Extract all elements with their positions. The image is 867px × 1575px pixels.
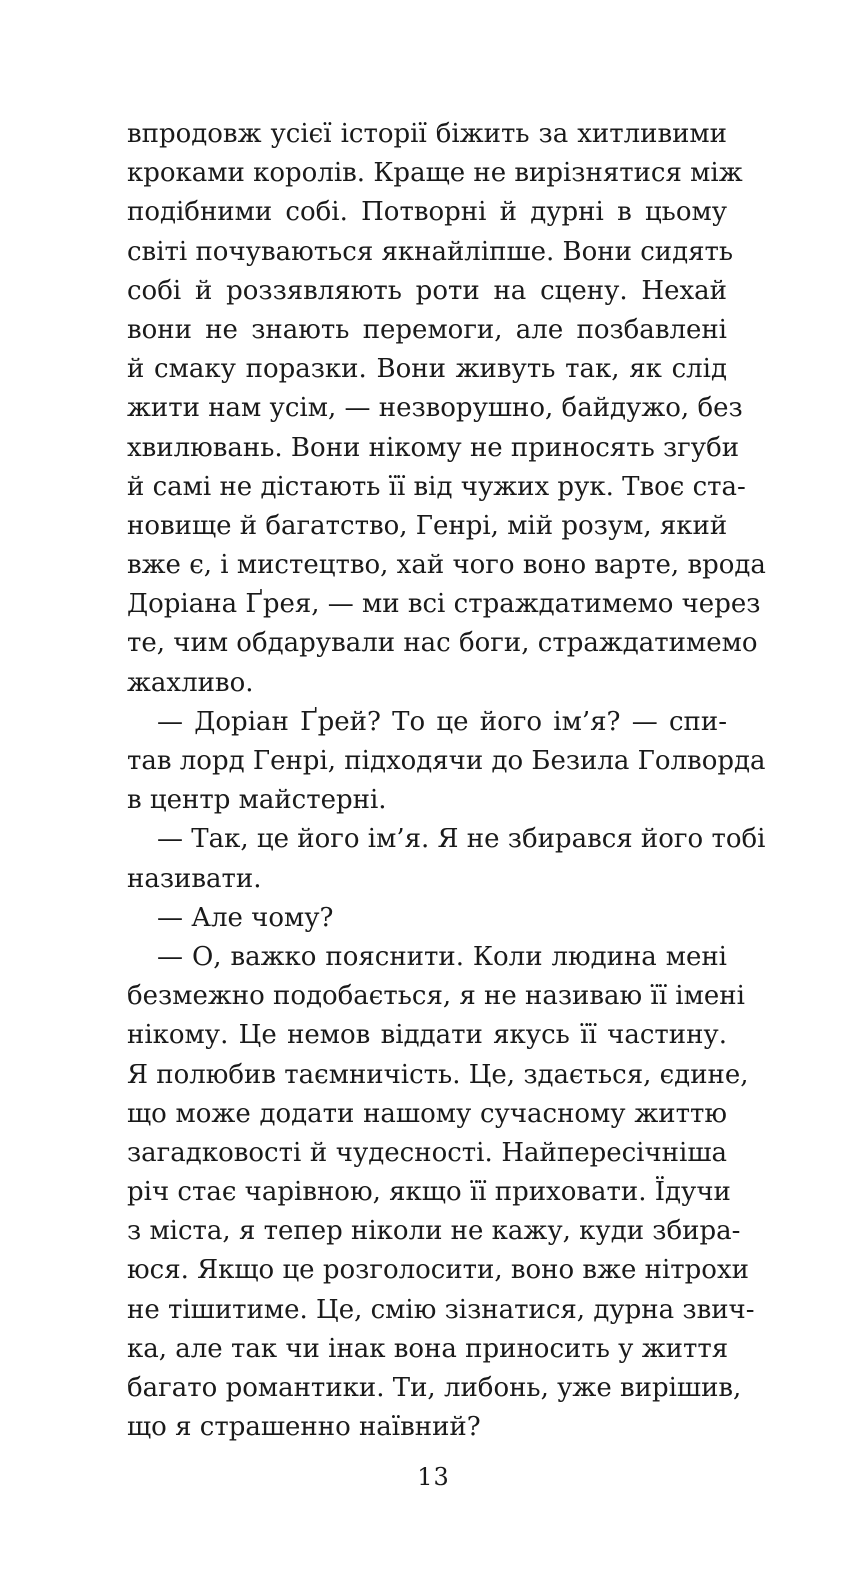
- text-line: собі й роззявляють роти на сцену. Нехай: [127, 275, 727, 306]
- text-line: в центр майстерні.: [127, 785, 387, 816]
- text-line: нікому. Це немов віддати якусь її частину.: [127, 1020, 727, 1051]
- text-line: — Але чому?: [157, 902, 334, 933]
- text-line: юся. Якщо це розголосити, воно вже нітрохи: [127, 1255, 749, 1286]
- text-line: кроками королів. Краще не вирізнятися між: [127, 158, 743, 189]
- text-line: світі почуваються якнайліпше. Вони сидять: [127, 236, 734, 267]
- text-line: що може додати нашому сучасному життю: [127, 1098, 727, 1129]
- text-line: й самі не дістають її від чужих рук. Твоє ста-: [127, 471, 746, 502]
- text-line: тав лорд Генрі, підходячи до Безила Голворда: [127, 746, 766, 776]
- text-line: вже є, і мистецтво, хай чого воно варте, врода: [127, 550, 766, 581]
- text-line: хвилювань. Вони нікому не приносять згуби: [127, 432, 740, 463]
- text-line: не тішитиме. Це, смію зізнатися, дурна звич-: [127, 1294, 755, 1325]
- text-line: з міста, я тепер ніколи не кажу, куди збира-: [127, 1216, 741, 1247]
- text-line: вони не знають перемоги, але позбавлені: [127, 314, 727, 345]
- text-line: те, чим обдарували нас боги, страждатимемо: [127, 628, 758, 659]
- text-line: безмежно подобається, я не називаю її імені: [127, 981, 745, 1012]
- text-line: — О, важко пояснити. Коли людина мені: [157, 941, 727, 972]
- text-line: називати.: [127, 863, 262, 894]
- text-line: що я страшенно наївний?: [127, 1412, 481, 1443]
- text-line: жити нам усім, — незворушно, байдужо, без: [127, 393, 743, 424]
- page-number: 13: [417, 1463, 450, 1491]
- body-text: [127, 115, 766, 1447]
- text-line: річ стає чарівною, якщо її приховати. Їдучи: [127, 1177, 731, 1208]
- text-line: впродовж усієї історії біжить за хитливими: [127, 119, 727, 149]
- text-line: подібними собі. Потворні й дурні в цьому: [127, 197, 727, 228]
- text-line: новище й багатство, Генрі, мій розум, який: [127, 510, 728, 541]
- text-line: ка, але так чи інак вона приносить у життя: [127, 1333, 729, 1364]
- text-line: Доріана Ґрея, — ми всі страждатимемо через: [127, 589, 761, 620]
- text-line: й смаку поразки. Вони живуть так, як слід: [127, 354, 727, 385]
- text-line: — Так, це його ім’я. Я не збирався його тобі: [157, 824, 766, 855]
- text-line: багато романтики. Ти, либонь, уже вирішив,: [127, 1373, 742, 1403]
- text-line: — Доріан Ґрей? То це його ім’я? — спи-: [157, 706, 727, 737]
- text-line: загадковості й чудесності. Найпересічніша: [127, 1137, 727, 1168]
- text-line: жахливо.: [127, 667, 254, 698]
- text-line: Я полюбив таємничість. Це, здається, єдине,: [127, 1059, 749, 1090]
